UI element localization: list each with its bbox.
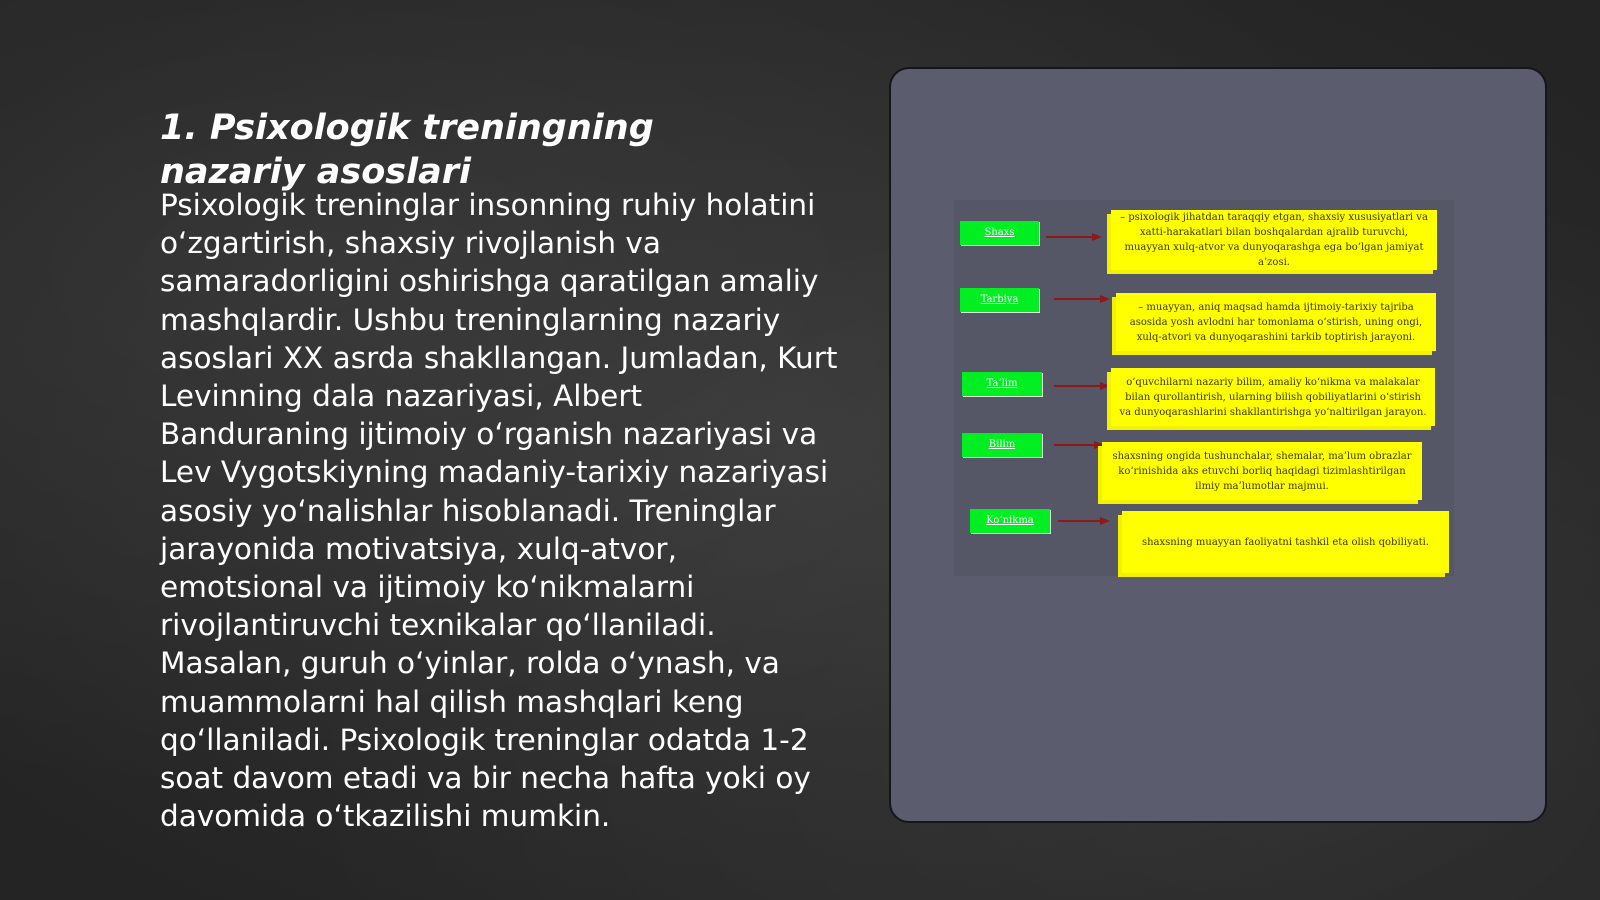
definition-box-konikma: shaxsning muayyan faoliyatni tashkil eta olish qobiliyati.: [1122, 511, 1449, 573]
term-box-konikma: Koʻnikma: [970, 509, 1050, 533]
definition-box-talim: oʻquvchilarni nazariy bilim, amaliy koʻnikma va malakalar bilan qurollantirish, ularning bilish qobiliyatlarini oʻstirish va dunyoqarashlarini shakllantirishga yoʻnaltirilgan jarayon.: [1111, 368, 1435, 426]
term-box-talim: Ta’lim: [962, 372, 1042, 396]
term-box-shaxs: Shaxs: [960, 221, 1039, 245]
slide-title: 1. Psixologik treningning nazariy asoslari: [160, 108, 654, 192]
arrow-icon: [1046, 232, 1102, 242]
term-box-bilim: Bilim: [962, 433, 1042, 457]
definition-box-tarbiya: – muayyan, aniq maqsad hamda ijtimoiy-tarixiy tajriba asosida yosh avlodni har tomonlama oʻstirish, uning ongi, xulq-atvori va dunyoqarashini tarkib toptirish jarayoni.: [1116, 293, 1436, 351]
concept-diagram: [954, 200, 1454, 576]
arrow-icon: [1054, 440, 1104, 450]
definition-box-bilim: shaxsning ongida tushunchalar, shemalar, ma’lum obrazlar koʻrinishida aks etuvchi borliq haqidagi tizimlashtirilgan ilmiy ma’lumotlar majmui.: [1102, 442, 1422, 500]
arrow-icon: [1054, 294, 1110, 304]
arrow-icon: [1058, 516, 1110, 526]
term-box-tarbiya: Tarbiya: [960, 288, 1039, 312]
arrow-icon: [1054, 381, 1110, 391]
definition-box-shaxs: – psixologik jihatdan taraqqiy etgan, shaxsiy xususiyatlari va xatti-harakatlari bilan boshqalardan ajralib turuvchi, muayyan xulq-atvor va dunyoqarashga ega boʻlgan jamiyat a’zosi.: [1111, 210, 1437, 270]
slide-body-text: Psixologik treninglar insonning ruhiy holatini oʻzgartirish, shaxsiy rivojlanish va samaradorligini oshirishga qaratilgan amaliy mashqlardir. Ushbu treninglarning nazariy asoslari XX asrda shakllangan. Jumladan, Kurt Levinning dala nazariyasi, Albert Banduraning ijtimoiy oʻrganish nazariyasi va Lev Vygotskiyning madaniy-tarixiy nazariyasi asosiy yoʻnalishlar hisoblanadi. Treninglar jarayonida motivatsiya, xulq-atvor, emotsional va ijtimoiy koʻnikmalarni rivojlantiruvchi texnikalar qoʻllaniladi. Masalan, guruh oʻyinlar, rolda oʻynash, va muammolarni hal qilish mashqlari keng qoʻllaniladi. Psixologik treninglar odatda 1-2 soat davom etadi va bir necha hafta yoki oy davomida oʻtkazilishi mumkin.: [160, 188, 838, 834]
